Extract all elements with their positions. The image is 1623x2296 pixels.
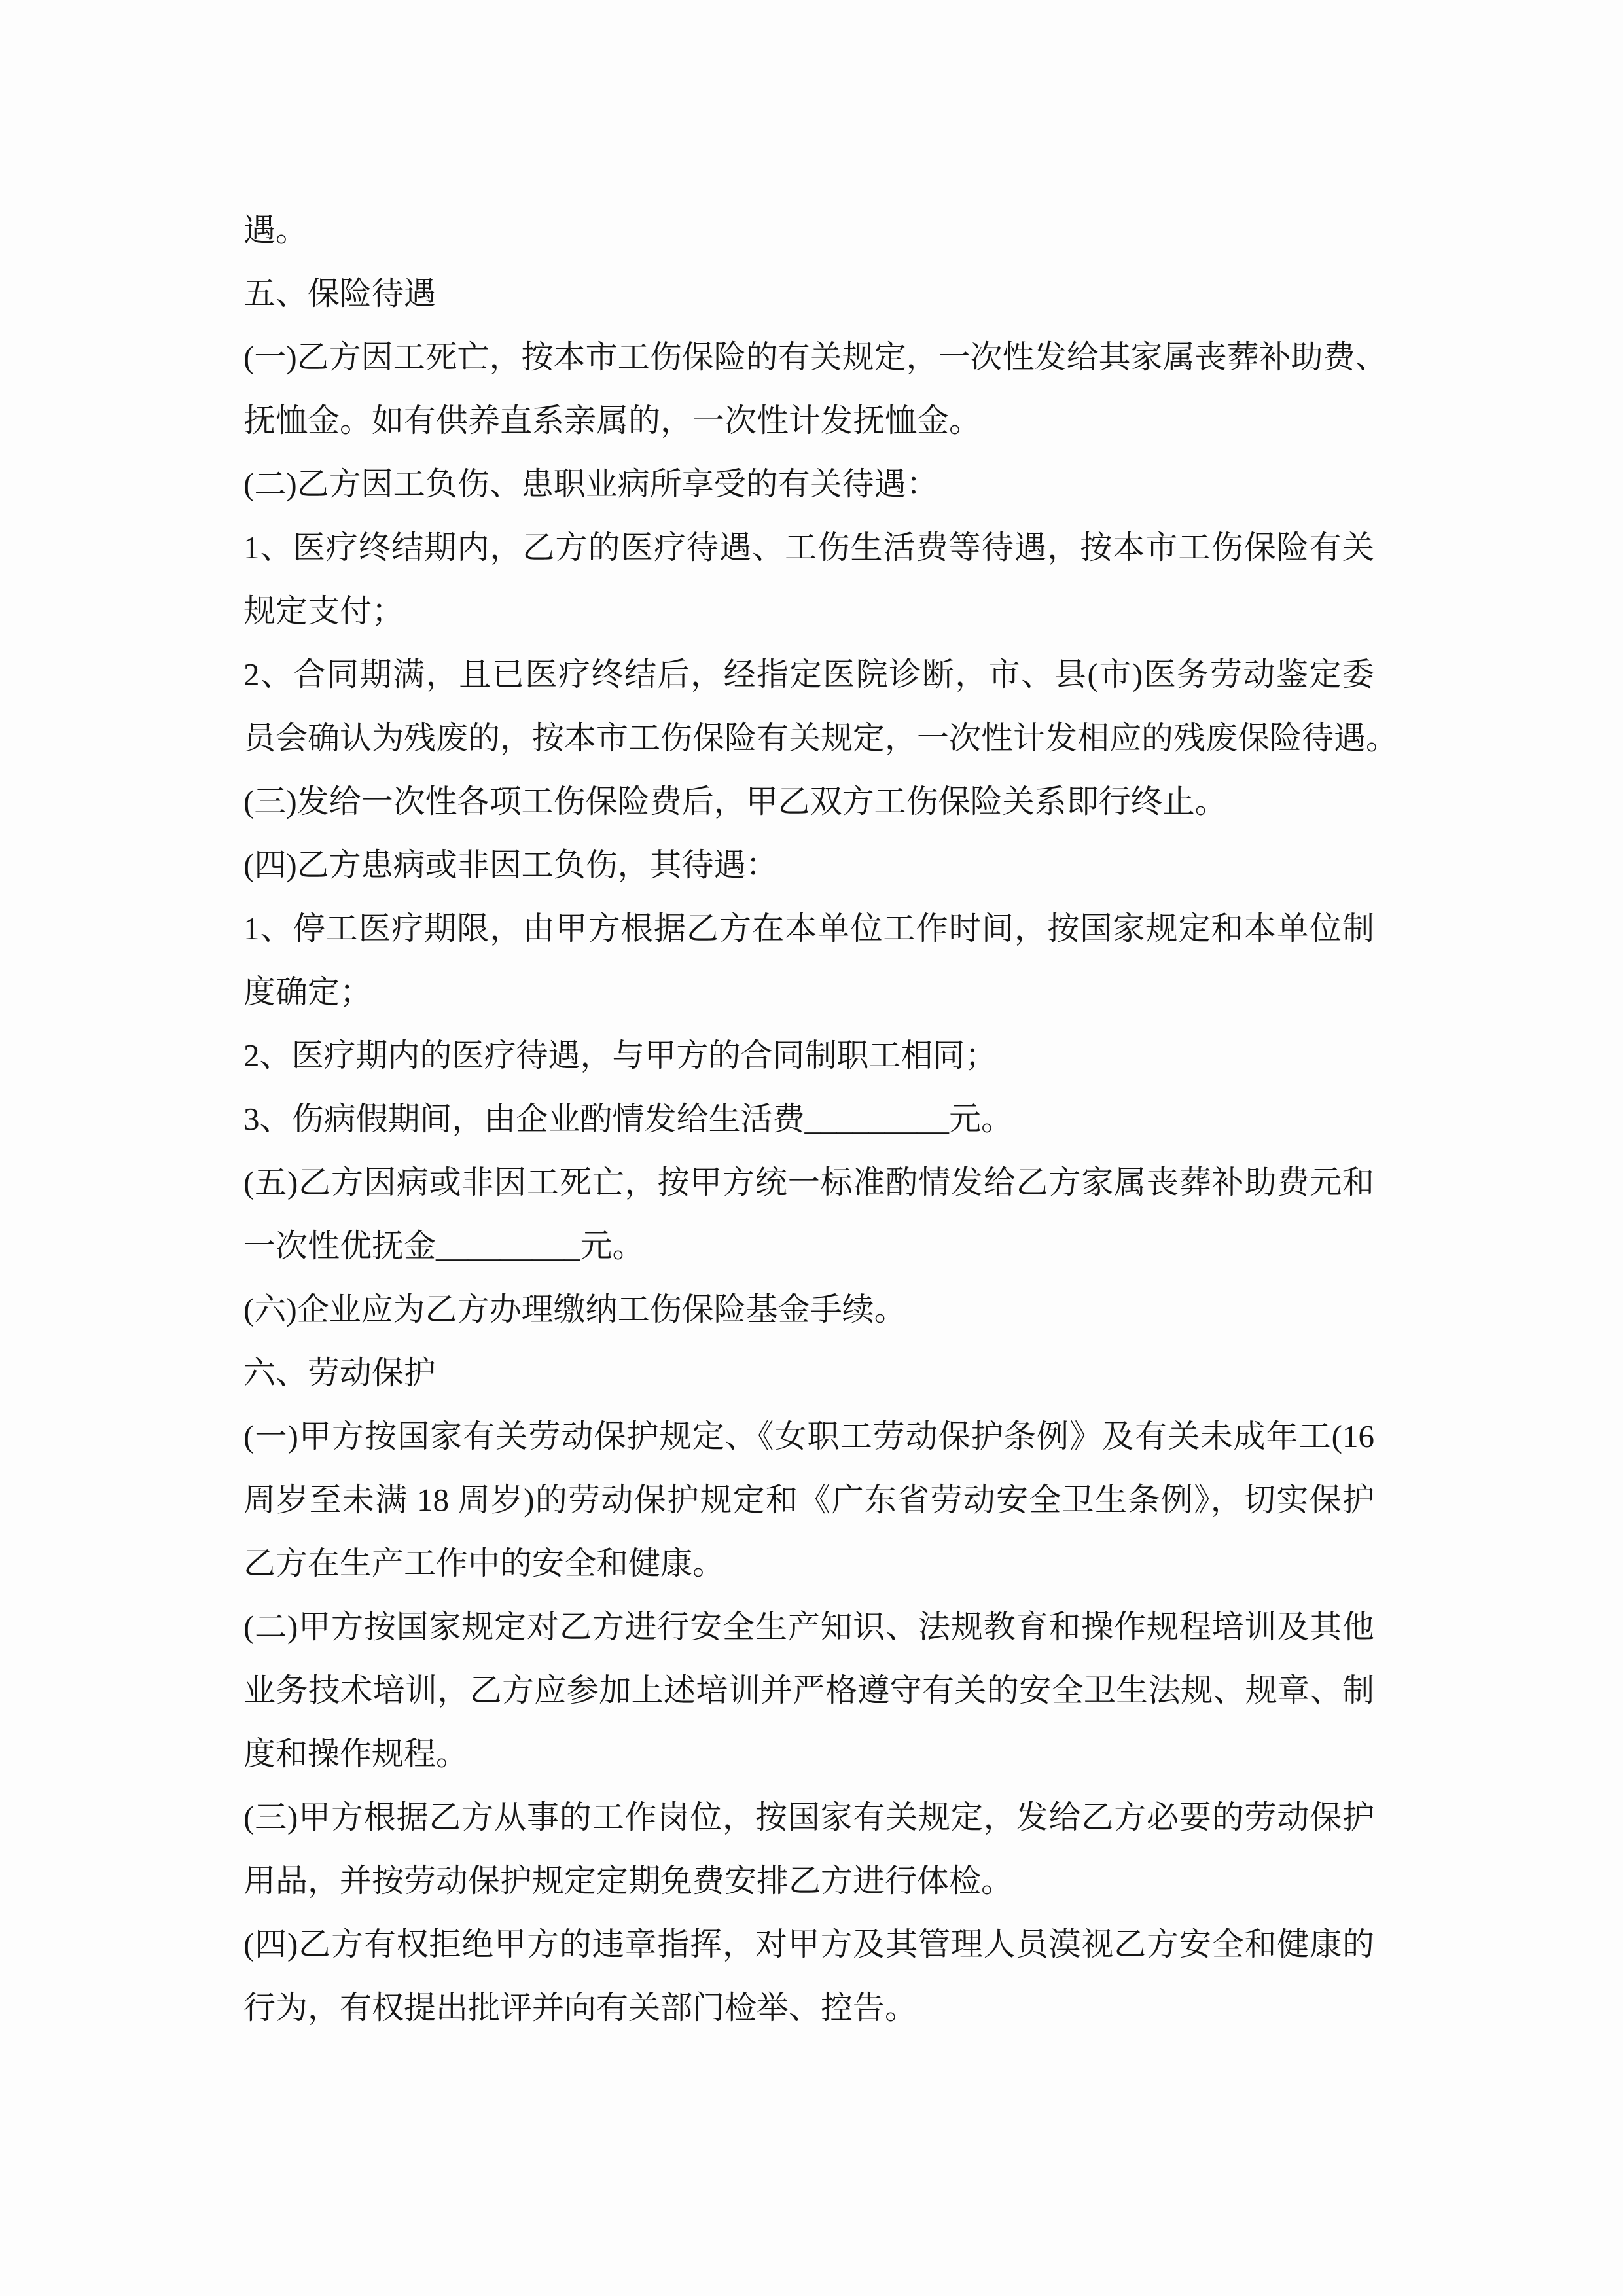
document-line: (四)乙方有权拒绝甲方的违章指挥，对甲方及其管理人员漠视乙方安全和健康的 [243,1926,1374,1962]
document-line: 1、医疗终结期内，乙方的医疗待遇、工伤生活费等待遇，按本市工伤保险有关 [243,529,1374,565]
document-line: 抚恤金。如有供养直系亲属的，一次性计发抚恤金。 [243,403,982,439]
document-line: (三)甲方根据乙方从事的工作岗位，按国家有关规定，发给乙方必要的劳动保护 [243,1799,1374,1835]
document-line: 2、医疗期内的医疗待遇，与甲方的合同制职工相同； [243,1037,997,1073]
document-line: 遇。 [243,212,308,248]
document-line: 五、保险待遇 [243,276,437,312]
document-line: (一)甲方按国家有关劳动保护规定、《女职工劳动保护条例》及有关未成年工(16 [243,1418,1374,1454]
document-line: (四)乙方患病或非因工负伤，其待遇： [243,847,778,883]
document-line: (三)发给一次性各项工伤保险费后，甲乙双方工伤保险关系即行终止。 [243,783,1227,819]
document-line: 度确定； [243,974,372,1010]
document-line: (六)企业应为乙方办理缴纳工伤保险基金手续。 [243,1291,906,1327]
document-line: 度和操作规程。 [243,1736,469,1772]
document-line: (二)乙方因工负伤、患职业病所享受的有关待遇： [243,466,938,502]
document-line: 员会确认为残废的，按本市工伤保险有关规定，一次性计发相应的残废保险待遇。 [243,720,1399,756]
document-line: 业务技术培训，乙方应参加上述培训并严格遵守有关的安全卫生法规、规章、制 [243,1672,1374,1708]
document-body [243,198,1399,2039]
document-line: 规定支付； [243,593,404,629]
document-line: 2、合同期满，且已医疗终结后，经指定医院诊断，市、县(市)医务劳动鉴定委 [243,656,1374,692]
document-line: 用品，并按劳动保护规定定期免费安排乙方进行体检。 [243,1863,1014,1899]
document-line: 六、劳动保护 [243,1355,437,1391]
document-line: 周岁至未满 18 周岁)的劳动保护规定和《广东省劳动安全卫生条例》，切实保护 [243,1482,1374,1518]
document-line: (二)甲方按国家规定对乙方进行安全生产知识、法规教育和操作规程培训及其他 [243,1609,1374,1645]
document-line: 行为，有权提出批评并向有关部门检举、控告。 [243,1990,918,2026]
document-line: 1、停工医疗期限，由甲方根据乙方在本单位工作时间，按国家规定和本单位制 [243,910,1374,946]
document-line: (一)乙方因工死亡，按本市工伤保险的有关规定，一次性发给其家属丧葬补助费、 [243,339,1387,375]
document-line: (五)乙方因病或非因工死亡，按甲方统一标准酌情发给乙方家属丧葬补助费元和 [243,1164,1374,1200]
document-line: 3、伤病假期间，由企业酌情发给生活费_________元。 [243,1101,1014,1137]
document-line: 一次性优抚金_________元。 [243,1228,645,1264]
document-line: 乙方在生产工作中的安全和健康。 [243,1545,725,1581]
